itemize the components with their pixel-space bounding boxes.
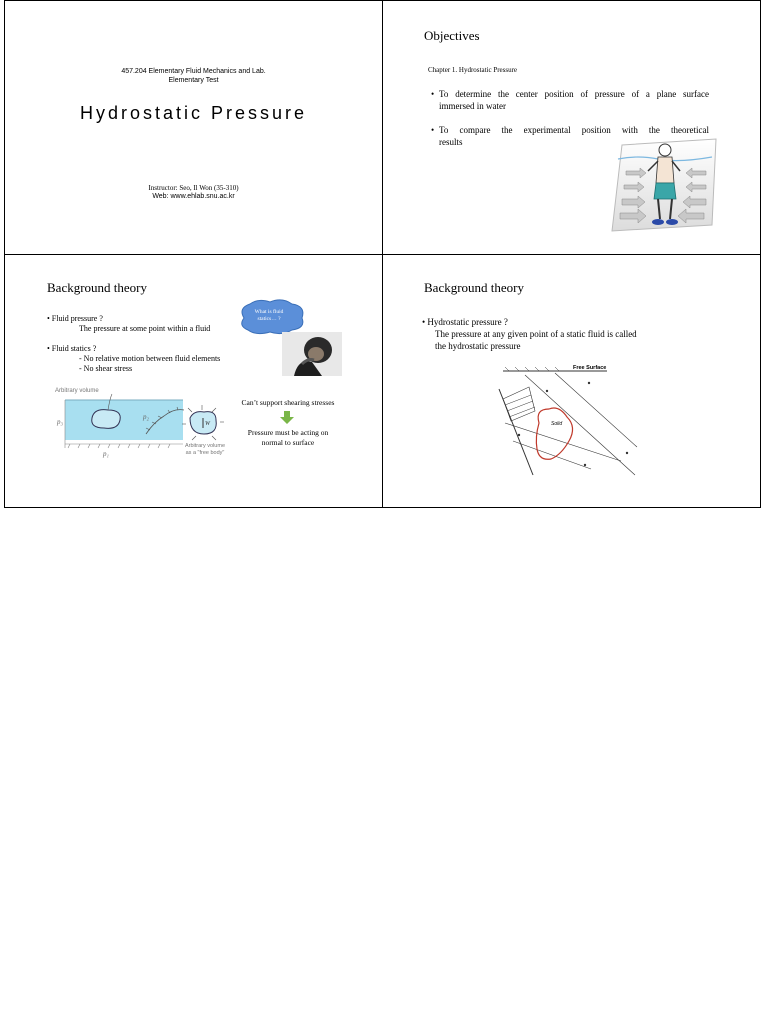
label-free-body-2: as a "free body" (185, 450, 225, 456)
note-normal-1: Pressure must be acting on (247, 428, 329, 437)
slide-objectives (382, 0, 761, 255)
web-address: Web: www.ehlab.snu.ac.kr (152, 193, 235, 200)
bullet-marker: • (431, 89, 435, 99)
label-weight: W (205, 421, 210, 427)
label-arbitrary-volume: Arbitrary volume (55, 388, 99, 394)
objective-2-line-2: results (439, 137, 463, 147)
label-p1: p₁ (103, 450, 109, 458)
bubble-text-1: What is fluid (254, 309, 284, 315)
slide-background-theory-1 (4, 254, 383, 508)
bullet-marker: • (431, 125, 435, 135)
answer-line-2: the hydrostatic pressure (435, 341, 521, 351)
hydrostatic-pressure-diagram (495, 365, 643, 479)
question-fluid-statics: • Fluid statics ? (47, 344, 97, 353)
down-arrow-icon (280, 411, 294, 425)
course-name: 457.204 Elementary Fluid Mechanics and Lab. (121, 68, 266, 75)
objective-1-line-2: immersed in water (439, 101, 506, 111)
label-free-surface: Free Surface (573, 365, 607, 371)
label-p3: p₃ (57, 418, 63, 426)
label-solid: Solid (551, 421, 563, 427)
objective-2-line-1: To compare the experimental position with the theoretical (439, 125, 709, 135)
answer-statics-b: - No shear stress (79, 364, 133, 373)
label-p2: p₂ (143, 413, 149, 421)
label-free-body-1: Arbitrary volume (184, 443, 226, 449)
note-normal-2: normal to surface (261, 438, 315, 447)
objective-1-line-1: To determine the center position of pressure of a plane surface (439, 89, 709, 99)
man-in-water-illustration (608, 137, 720, 237)
note-shearing: Can’t support shearing stresses (241, 398, 335, 407)
slide-heading: Background theory (47, 280, 148, 295)
question-fluid-pressure: • Fluid pressure ? (47, 314, 103, 323)
presentation-title: Hydrostatic Pressure (79, 103, 308, 123)
answer-statics-a: - No relative motion between fluid elements (79, 354, 221, 363)
answer-fluid-pressure: The pressure at some point within a fluid (79, 324, 211, 333)
bubble-text-2: statics… ? (257, 316, 281, 322)
slide-background-theory-2 (382, 254, 761, 508)
slide-heading: Background theory (424, 280, 525, 295)
question-hydrostatic: • Hydrostatic pressure ? (422, 317, 508, 327)
thinking-chimp-photo (282, 332, 342, 376)
slide-heading: Objectives (424, 28, 480, 43)
chapter-label: Chapter 1. Hydrostatic Pressure (428, 66, 518, 74)
slide-title (4, 0, 383, 255)
instructor: Instructor: Seo, Il Won (35-310) (148, 184, 239, 192)
answer-line-1: The pressure at any given point of a static fluid is called (435, 329, 637, 339)
course-subtitle: Elementary Test (168, 77, 219, 84)
